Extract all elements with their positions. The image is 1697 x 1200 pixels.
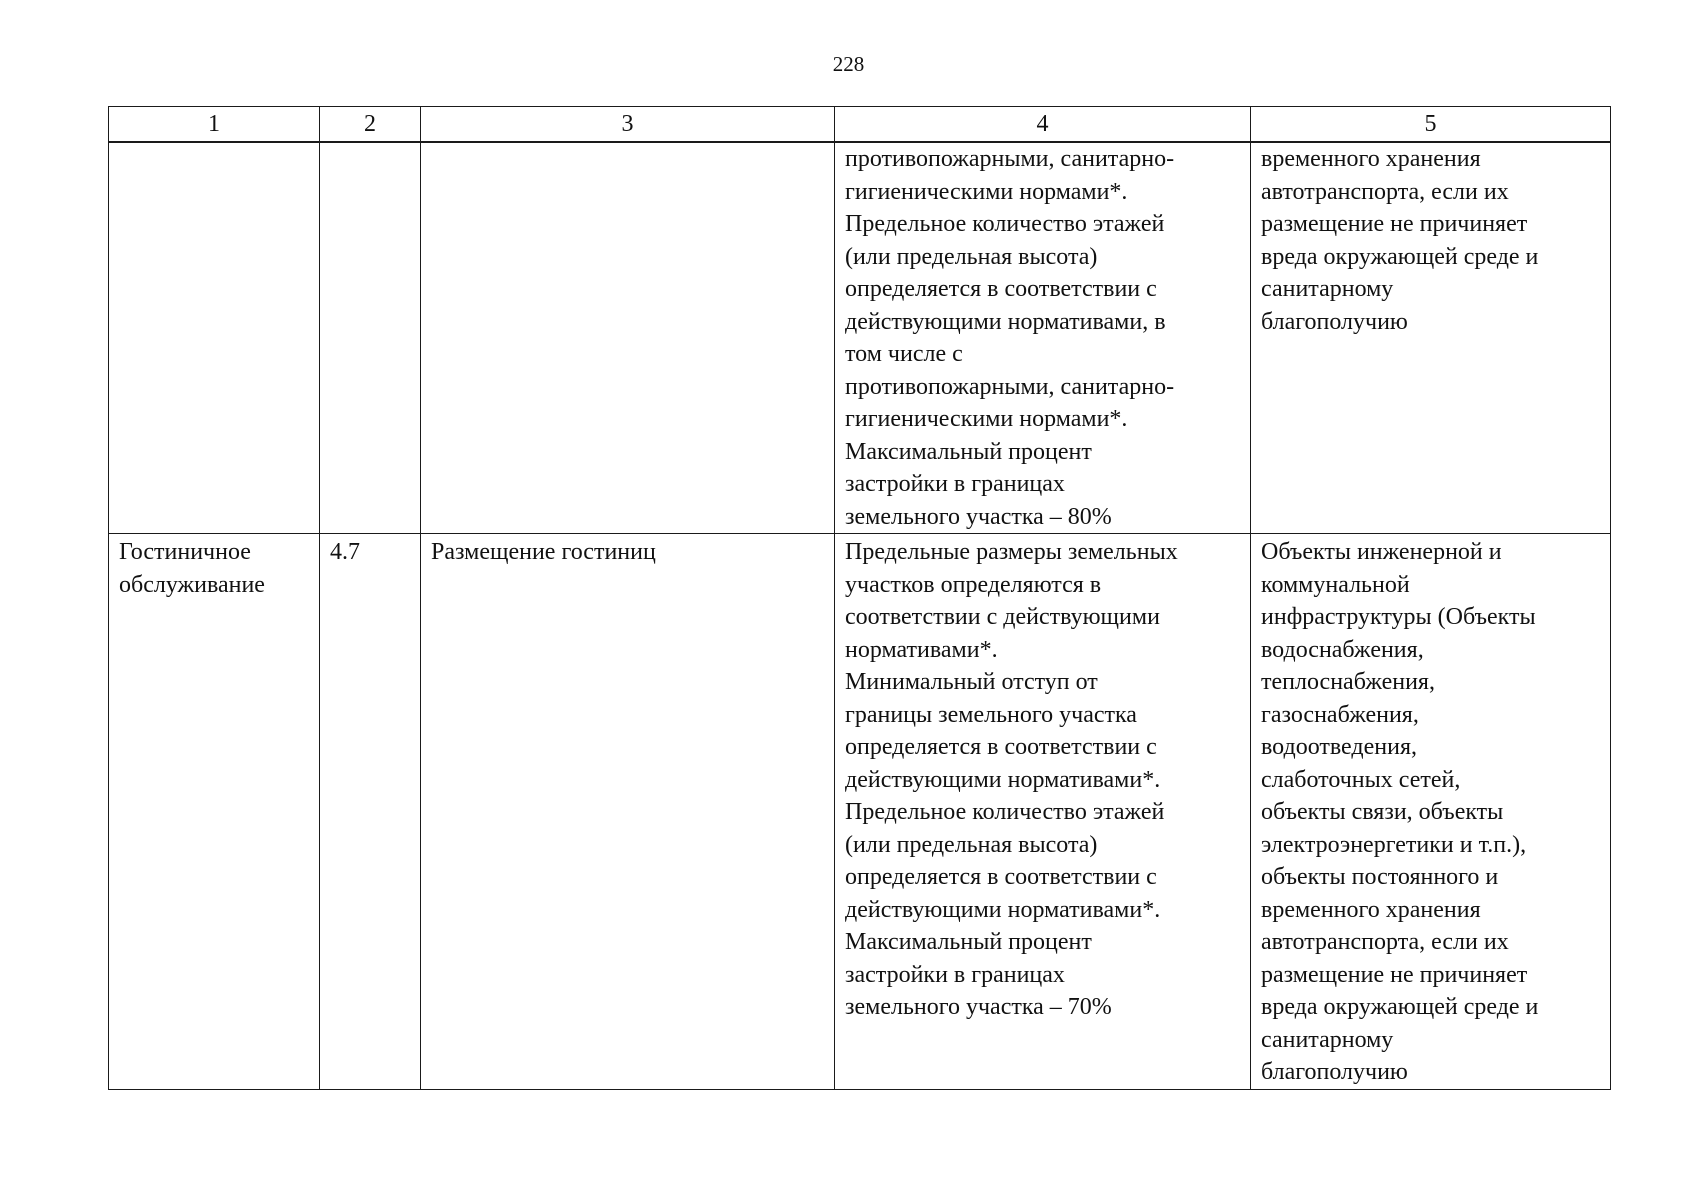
cell-description: Размещение гостиниц [421,534,835,1090]
cell-auxiliary-uses: временного хранения автотранспорта, если их размещение не причиняет вреда окружающей среде и санитарному благополучию [1251,142,1611,534]
cell-parameters: противопожарными, санитарно- гигиеническими нормами*. Предельное количество этажей (или предельная высота) определяется в соответствии с действующими нормативами, в том числе с противопожарными, санитарно- гигиеническими нормами*. Максимальный процент застройки в границах земельного участка – 80% [835,142,1251,534]
column-header-2: 2 [320,107,421,143]
cell-use-type: Гостиничное обслуживание [109,534,320,1090]
column-header-4: 4 [835,107,1251,143]
cell-use-type [109,142,320,534]
column-header-1: 1 [109,107,320,143]
cell-description [421,142,835,534]
table-header-row [109,107,1611,143]
page-number: 228 [832,52,865,76]
cell-code: 4.7 [320,534,421,1090]
zoning-regulations-table [108,106,1611,1090]
cell-auxiliary-uses: Объекты инженерной и коммунальной инфраструктуры (Объекты водоснабжения, теплоснабжения, газоснабжения, водоотведения, слаботочных сетей, объекты связи, объекты электроэнергетики и т.п.), объекты постоянного и временного хранения автотранспорта, если их размещение не причиняет вреда окружающей среде и санитарному благополучию [1251,534,1611,1090]
column-header-5: 5 [1251,107,1611,143]
table-row [109,534,1611,1090]
table-row [109,142,1611,534]
cell-parameters: Предельные размеры земельных участков определяются в соответствии с действующими нормативами*. Минимальный отступ от границы земельного участка определяется в соответствии с действующими нормативами*. Предельное количество этажей (или предельная высота) определяется в соответствии с действующими нормативами*. Максимальный процент застройки в границах земельного участка – 70% [835,534,1251,1090]
cell-code [320,142,421,534]
column-header-3: 3 [421,107,835,143]
